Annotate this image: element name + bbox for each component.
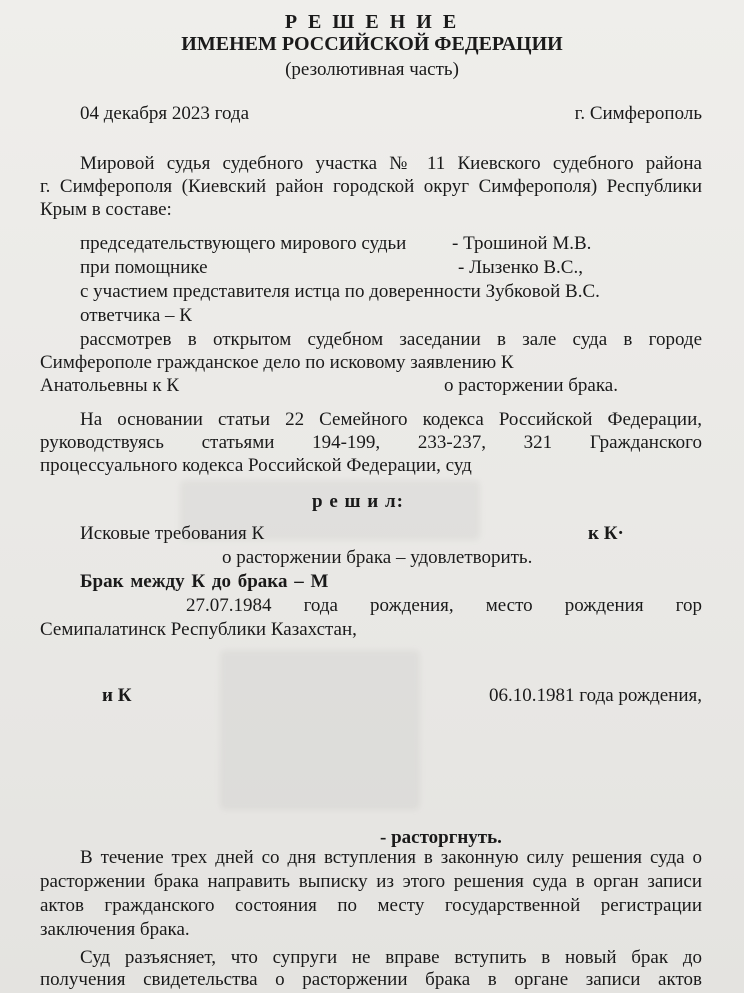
judge-role: председательствующего мирового судьи [80,233,407,254]
document-subtitle: ИМЕНЕМ РОССИЙСКОЙ ФЕДЕРАЦИИ [181,33,563,55]
claims-line-2: о расторжении брака – удовлетворить. [222,547,533,568]
case-line-3-right: о расторжении брака. [444,375,618,396]
and-k: и К [102,685,132,706]
assistant-name: - Лызенко В.С., [458,257,583,278]
closing-p1-line-2: расторжении брака направить выписку из этого решения суда в орган записи [40,871,702,892]
closing-p2-line-1: Суд разъясняет, что супруги не вправе вступить в новый брак до [80,947,702,968]
decided-heading: р е ш и л: [312,491,404,512]
marriage-line-3: Семипалатинск Республики Казахстан, [40,619,357,640]
decision-date: 04 декабря 2023 года [80,103,250,124]
case-line-2: Симферополе гражданское дело по исковому заявлению К [40,352,514,373]
dissolve: - расторгнуть. [380,827,502,848]
claims-right: к К· [588,523,624,544]
representative: с участием представителя истца по доверенности Зубковой В.С. [80,281,600,302]
judge-name: - Трошиной М.В. [452,233,592,254]
intro-line-2: г. Симферополя (Киевский район городской округ Симферополя) Республики [40,176,702,197]
decision-city: г. Симферополь [574,103,702,124]
closing-p1-line-3: актов гражданского состояния по месту государственной регистрации [40,895,702,916]
closing-p2-line-2: получения свидетельства о расторжении брака в органе записи актов [40,969,702,990]
marriage-line-1: Брак между К до брака – М [80,571,329,592]
marriage-line-2: 27.07.1984 года рождения, место рождения гор [186,595,702,616]
case-line-1: рассмотрев в открытом судебном заседании в зале суда в городе [80,329,702,350]
closing-p1-line-4: заключения брака. [40,919,190,940]
intro-line-3: Крым в составе: [40,199,172,220]
defendant: ответчика – К [80,305,192,326]
basis-line-2: руководствуясь статьями 194-199, 233-237, 321 Гражданского [40,432,702,453]
redaction-smudge [220,650,420,810]
case-line-3-left: Анатольевны к К [40,375,180,396]
closing-p1-line-1: В течение трех дней со дня вступления в законную силу решения суда о [80,847,702,868]
claims-left: Исковые требования К [80,523,265,544]
basis-line-3: процессуального кодекса Российской Федерации, суд [40,455,472,476]
dob-second: 06.10.1981 года рождения, [489,685,702,706]
intro-line-1: Мировой судья судебного участка № 11 Киевского судебного района [80,153,702,174]
basis-line-1: На основании статьи 22 Семейного кодекса Российской Федерации, [80,409,702,430]
assistant-role: при помощнике [80,257,208,278]
document-title: Р Е Ш Е Н И Е [284,11,460,33]
document-part: (резолютивная часть) [285,59,459,80]
